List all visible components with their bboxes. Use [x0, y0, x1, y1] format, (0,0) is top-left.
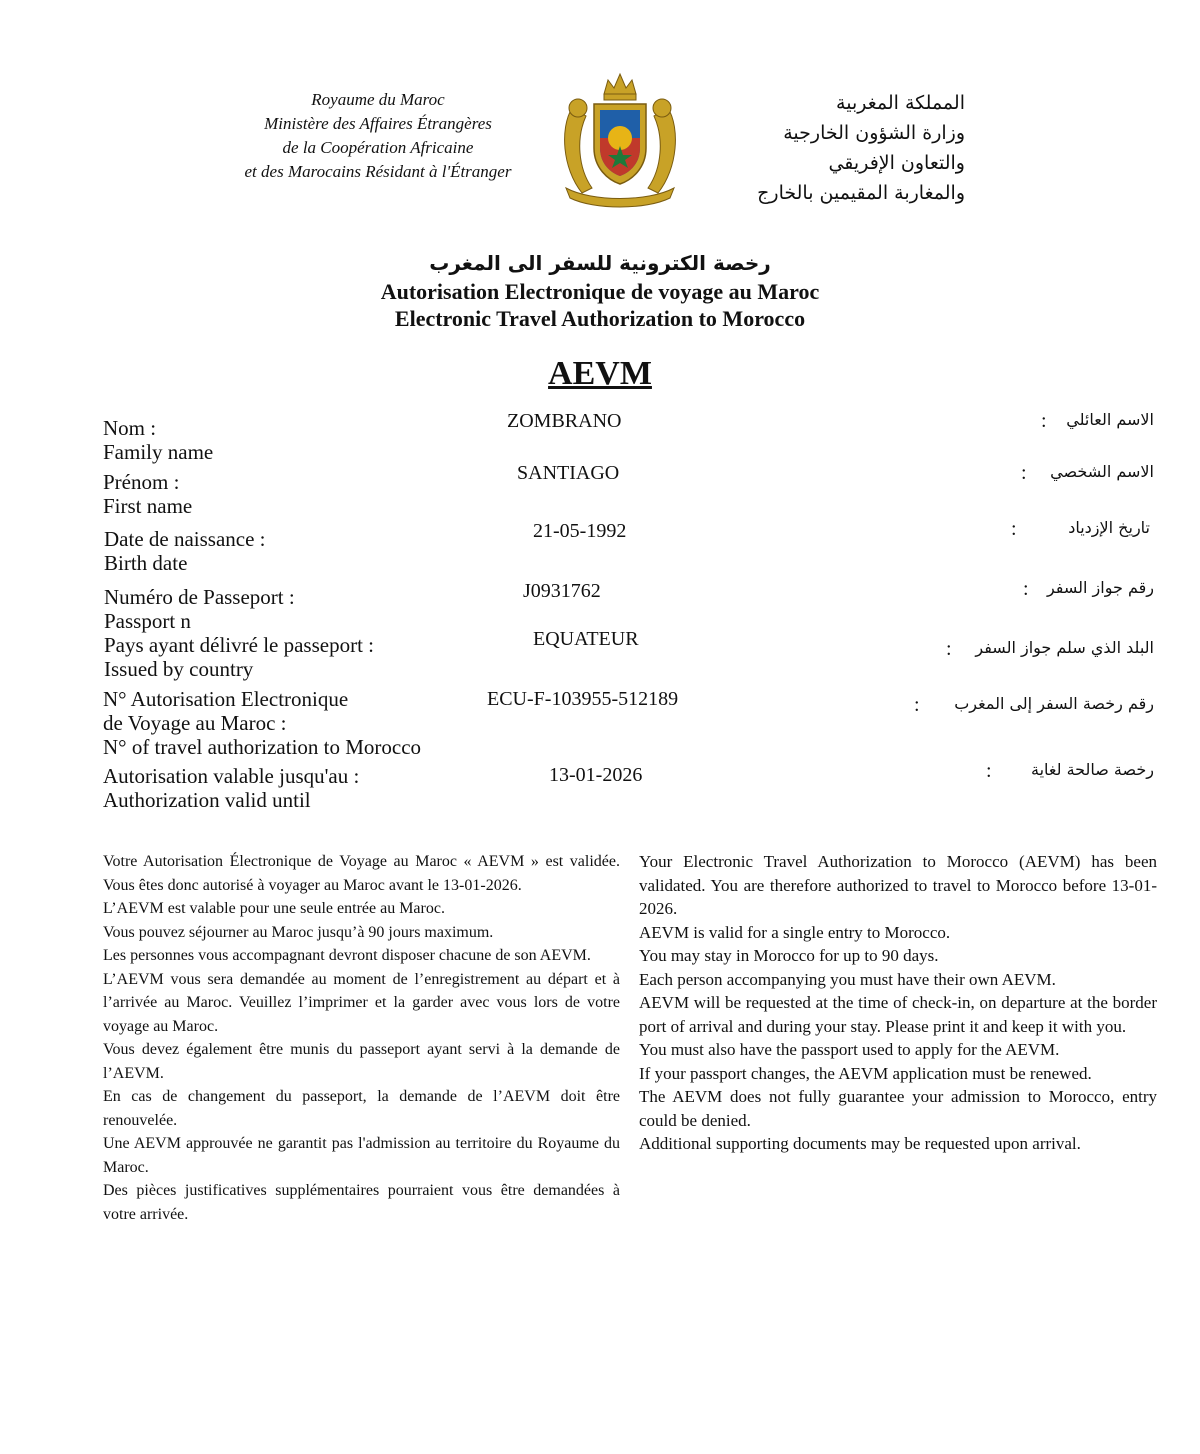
- field-colon: :: [1023, 578, 1029, 600]
- field-label-fr: Numéro de Passeport :: [104, 585, 295, 609]
- field-value-issuing-country: EQUATEUR: [533, 628, 639, 650]
- field-label-en: Issued by country: [104, 657, 254, 681]
- notice-paragraph: If your passport changes, the AEVM application must be renewed.: [639, 1063, 1092, 1083]
- ministry-fr-line: Ministère des Affaires Étrangères: [264, 114, 492, 133]
- field-label-ar: البلد الذي سلم جواز السفر: [975, 638, 1154, 657]
- field-label-fr: Pays ayant délivré le passeport :: [104, 633, 375, 657]
- field-label-valid-until: [103, 764, 359, 812]
- field-label-passport-number: [104, 585, 295, 633]
- notice-paragraph: AEVM will be requested at the time of check-in, on departure at the border port of arrival and during your stay. Please print it and keep it with you.: [639, 993, 1157, 1036]
- notice-paragraph: You may stay in Morocco for up to 90 days.: [639, 946, 939, 965]
- field-label-en: Birth date: [104, 551, 188, 575]
- ministry-name-ar: [725, 88, 965, 208]
- field-label-ar: رقم جواز السفر: [1046, 578, 1154, 597]
- field-label-ar: الاسم العائلي: [1066, 410, 1154, 429]
- field-label-fr: Nom :: [103, 416, 157, 440]
- field-label-ar: رقم رخصة السفر إلى المغرب: [954, 694, 1154, 713]
- field-value-valid-until: 13-01-2026: [549, 764, 643, 786]
- field-colon: :: [1041, 410, 1047, 432]
- field-colon: :: [914, 694, 920, 716]
- ministry-ar-line: والمغاربة المقيمين بالخارج: [757, 182, 965, 204]
- field-colon: :: [986, 760, 992, 782]
- field-label-nom: [103, 416, 213, 464]
- ministry-fr-line: Royaume du Maroc: [311, 90, 445, 109]
- ministry-ar-line: والتعاون الإفريقي: [828, 152, 965, 174]
- ministry-ar-line: وزارة الشؤون الخارجية: [783, 122, 965, 144]
- field-label-ar: الاسم الشخصي: [1050, 462, 1154, 481]
- field-label-en: Authorization valid until: [103, 788, 311, 812]
- document-titles: [0, 248, 1200, 332]
- field-colon: :: [1011, 518, 1017, 540]
- ministry-fr-line: de la Coopération Africaine: [282, 138, 474, 157]
- field-label-authorization-number: [103, 687, 421, 759]
- field-label-ar: رخصة صالحة لغاية: [1031, 760, 1154, 779]
- field-colon: :: [946, 638, 952, 660]
- title-arabic: رخصة الكترونية للسفر الى المغرب: [429, 251, 771, 275]
- notice-french: [103, 850, 620, 1226]
- field-label-fr: Date de naissance :: [104, 527, 266, 551]
- notice-paragraph: Vous devez également être munis du passeport ayant servi à la demande de l’AEVM.: [103, 1041, 620, 1082]
- field-colon: :: [1021, 462, 1027, 484]
- field-label-prenom: [103, 470, 192, 518]
- field-label-en: Family name: [103, 440, 214, 464]
- notice-paragraph: Des pièces justificatives supplémentaires pourraient vous être demandées à votre arrivée.: [103, 1182, 620, 1223]
- field-label-ar: تاريخ الإزدياد: [1068, 518, 1150, 537]
- notice-paragraph: Additional supporting documents may be requested upon arrival.: [639, 1134, 1081, 1153]
- title-english: Electronic Travel Authorization to Morocco: [394, 306, 806, 331]
- field-label-fr: Autorisation valable jusqu'au :: [103, 764, 360, 788]
- aevm-heading: AEVM: [548, 355, 652, 392]
- notice-paragraph: Your Electronic Travel Authorization to Morocco (AEVM) has been validated. You are therefore authorized to travel to Morocco before 13-01-2026.: [639, 852, 1157, 918]
- field-label-fr-line2: de Voyage au Maroc :: [103, 711, 287, 735]
- ministry-name-fr: [228, 88, 528, 184]
- notice-paragraph: Votre Autorisation Électronique de Voyage au Maroc « AEVM » est validée. Vous êtes donc autorisé à voyager au Maroc avant le 13-01-2026.: [103, 853, 620, 894]
- field-value-family-name: ZOMBRANO: [507, 410, 622, 432]
- notice-paragraph: Une AEVM approuvée ne garantit pas l'admission au territoire du Royaume du Maroc.: [103, 1135, 620, 1176]
- field-value-first-name: SANTIAGO: [517, 462, 620, 484]
- field-value-birth-date: 21-05-1992: [533, 520, 627, 542]
- notice-paragraph: You must also have the passport used to apply for the AEVM.: [639, 1040, 1060, 1059]
- field-label-fr: N° Autorisation Electronique: [103, 687, 349, 711]
- notice-paragraph: Each person accompanying you must have their own AEVM.: [639, 969, 1056, 989]
- notice-paragraph: L’AEVM est valable pour une seule entrée au Maroc.: [103, 900, 445, 917]
- field-label-issuing-country: [104, 633, 374, 681]
- title-french: Autorisation Electronique de voyage au Maroc: [380, 279, 820, 304]
- field-label-fr: Prénom :: [103, 470, 180, 494]
- field-label-en: First name: [103, 494, 193, 518]
- field-value-authorization-number: ECU-F-103955-512189: [487, 688, 679, 710]
- notice-paragraph: En cas de changement du passeport, la demande de l’AEVM doit être renouvelée.: [103, 1088, 620, 1129]
- notice-english: [639, 850, 1157, 1156]
- ministry-ar-line: المملكة المغربية: [836, 92, 965, 114]
- notice-paragraph: AEVM is valid for a single entry to Morocco.: [639, 922, 951, 942]
- notice-paragraph: The AEVM does not fully guarantee your admission to Morocco, entry could be denied.: [639, 1087, 1157, 1130]
- field-label-en: Passport n: [104, 609, 191, 633]
- coat-of-arms-icon: [552, 68, 688, 208]
- field-label-birth-date: [104, 527, 266, 575]
- field-value-passport-number: J0931762: [523, 580, 601, 602]
- notice-paragraph: Vous pouvez séjourner au Maroc jusqu’à 90 jours maximum.: [103, 923, 494, 941]
- notice-paragraph: Les personnes vous accompagnant devront disposer chacune de son AEVM.: [103, 947, 591, 964]
- field-label-en: N° of travel authorization to Morocco: [103, 735, 422, 759]
- ministry-fr-line: et des Marocains Résidant à l'Étranger: [244, 162, 512, 181]
- notice-paragraph: L’AEVM vous sera demandée au moment de l’enregistrement au départ et à l’arrivée au Maroc. Veuillez l’imprimer et la garder avec vous lors de votre voyage au Maroc.: [103, 970, 620, 1035]
